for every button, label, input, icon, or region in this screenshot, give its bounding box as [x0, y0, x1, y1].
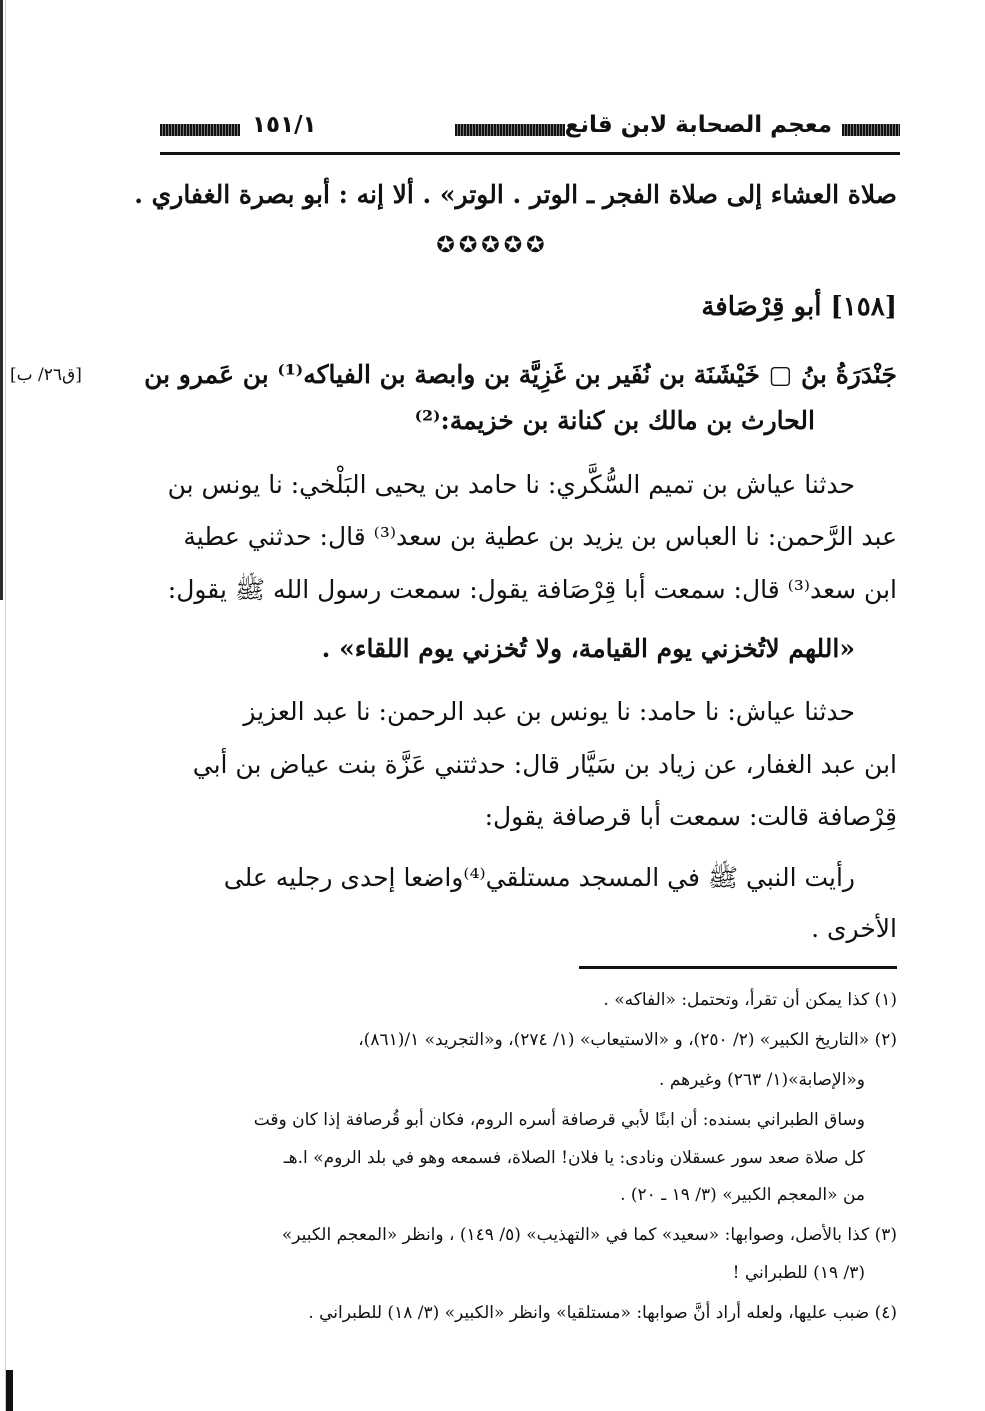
footnote-2-cont: كل صلاة صعد سور عسقلان ونادى: يا فلان! الصلاة، فسمعه وهو في بلد الروم» ا.هـ [283, 1148, 865, 1168]
paragraph-line: عبد الرَّحمن: نا العباس بن يزيد بن عطية بن سعد⁽³⁾ قال: حدثني عطية [183, 522, 897, 551]
header-ornament-bar [160, 124, 240, 136]
header-ornament-bar [455, 124, 565, 136]
hadith-quote: «اللهم لاتُخزني يوم القيامة، ولا تُخزني يوم اللقاء» . [321, 634, 855, 663]
entry-lineage-line-1: جَنْدَرَةُ بنُ ▢ خَيْشَنَة بن نُفَير بن غَزِيَّة بن وابصة بن الفياكه⁽¹⁾ بن عَمرو بن [144, 360, 897, 389]
paragraph-line: حدثنا عياش بن تميم السُّكَّري: نا حامد بن يحيى البَلْخي: نا يونس بن [167, 470, 855, 499]
footnote-1: (١) كذا يمكن أن تقرأ، وتحتمل: «الفاكه» . [603, 990, 897, 1010]
paragraph-line: ابن عبد الغفار، عن زياد بن سَيَّار قال: حدثتني عَزَّة بنت عياض بن أبي [192, 750, 897, 779]
continuation-line: صلاة العشاء إلى صلاة الفجر ـ الوتر . الوتر» . ألا إنه : أبو بصرة الغفاري . [134, 180, 897, 209]
entry-heading: [١٥٨] أبو قِرْصَافة [701, 292, 897, 322]
book-title: معجم الصحابة لابن قانع [564, 112, 832, 138]
footnote-2-cont: وساق الطبراني بسنده: أن ابنًا لأبي قرصافة أسره الروم، فكان أبو قُرصافة إذا كان وقت [253, 1110, 865, 1130]
entry-lineage-line-2: الحارث بن مالك بن كنانة بن خزيمة:⁽²⁾ [414, 406, 815, 435]
running-header [160, 112, 900, 146]
footnote-4: (٤) ضبب عليها، ولعله أراد أنَّ صوابها: «مستلقيا» وانظر «الكبير» (٣/ ١٨) للطبراني . [308, 1303, 897, 1323]
paragraph-line: رأيت النبي ﷺ في المسجد مستلقي⁽⁴⁾واضعا إحدى رجليه على [223, 863, 855, 892]
footnote-2-cont: من «المعجم الكبير» (٣/ ١٩ ـ ٢٠) . [620, 1185, 865, 1205]
header-rule [160, 152, 900, 155]
section-separator: ✪✪✪✪✪ [436, 233, 549, 258]
manuscript-folio-ref: [ق٢٦/ ب] [10, 365, 82, 385]
header-ornament-bar [842, 124, 900, 136]
footnote-3: (٣) كذا بالأصل، وصوابها: «سعيد» كما في «التهذيب» (٥/ ١٤٩) ، وانظر «المعجم الكبير» [281, 1225, 897, 1245]
page-number: ١٥١/١ [252, 112, 317, 138]
footnote-2: (٢) «التاريخ الكبير» (٢/ ٢٥٠)، و «الاستيعاب» (١/ ٢٧٤)، و«التجريد» ١/(٨٦١)، [358, 1030, 897, 1050]
paragraph-line: الأخرى . [811, 914, 897, 943]
paragraph-line: ابن سعد⁽³⁾ قال: سمعت أبا قِرْصَافة يقول: سمعت رسول الله ﷺ يقول: [167, 575, 897, 604]
paragraph-line: قِرْصافة قالت: سمعت أبا قرصافة يقول: [484, 802, 897, 831]
paragraph-line: حدثنا عياش: نا حامد: نا يونس بن عبد الرحمن: نا عبد العزيز [243, 697, 855, 726]
footnote-rule [579, 966, 897, 969]
footnote-2-cont: و«الإصابة»(١/ ٢٦٣) وغيرهم . [659, 1070, 865, 1090]
footnote-3-cont: (٣/ ١٩) للطبراني ! [732, 1263, 865, 1283]
